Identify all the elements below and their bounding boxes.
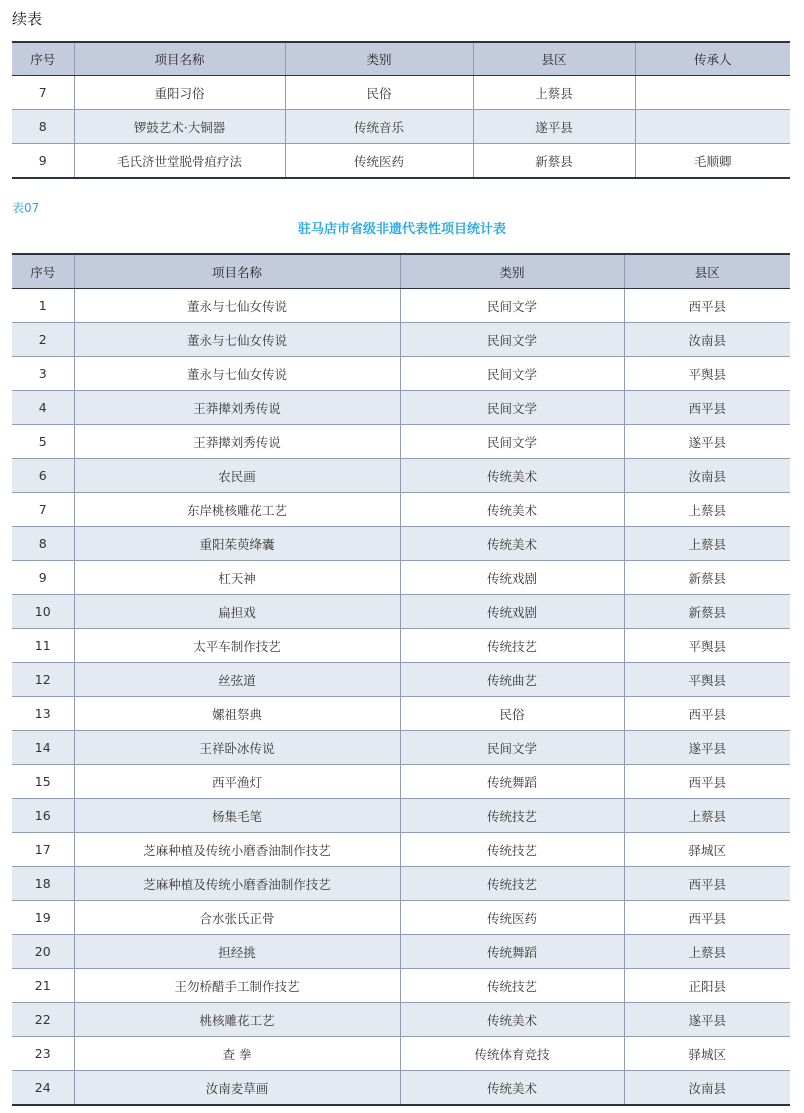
table-row [12,595,790,629]
table-cell: 4 [12,391,74,425]
table-cell: 汝南县 [624,1071,790,1106]
table-cell: 传统医药 [400,901,624,935]
table-cell: 传统技艺 [400,833,624,867]
table-cell: 太平车制作技艺 [74,629,400,663]
table-cell: 西平渔灯 [74,765,400,799]
table-cell: 汝南县 [624,323,790,357]
table-cell: 民俗 [285,76,473,110]
table-cell: 合水张氏正骨 [74,901,400,935]
table-number-label: 表07 [12,201,40,215]
table-cell: 传统舞蹈 [400,765,624,799]
table-row [12,731,790,765]
table-cell: 担经挑 [74,935,400,969]
table-cell: 杨集毛笔 [74,799,400,833]
table-cell: 桃核雕花工艺 [74,1003,400,1037]
header-cell: 序号 [12,42,74,76]
table-cell: 传统技艺 [400,969,624,1003]
table-cell: 董永与七仙女传说 [74,289,400,323]
table-cell: 民间文学 [400,323,624,357]
table-row [12,663,790,697]
table-cell: 扁担戏 [74,595,400,629]
table-row [12,833,790,867]
table-cell: 汝南县 [624,459,790,493]
table-cell: 传统曲艺 [400,663,624,697]
table-cell: 13 [12,697,74,731]
table-cell: 9 [12,561,74,595]
table-cell: 17 [12,833,74,867]
table-row [12,1037,790,1071]
table-header-row [12,42,790,76]
table-cell: 杠天神 [74,561,400,595]
table-cell: 11 [12,629,74,663]
table-cell: 9 [12,144,74,179]
continued-table-label: 续表 [12,10,43,28]
table-cell: 15 [12,765,74,799]
table-cell: 1 [12,289,74,323]
table-row [12,901,790,935]
table-cell: 驿城区 [624,833,790,867]
table-cell: 遂平县 [473,110,635,144]
table-row [12,76,790,110]
table-cell: 西平县 [624,391,790,425]
table-cell: 民间文学 [400,357,624,391]
table-cell: 上蔡县 [624,527,790,561]
table-cell: 丝弦道 [74,663,400,697]
table-cell [635,76,790,110]
table-cell: 12 [12,663,74,697]
table-cell [635,110,790,144]
table-cell: 汝南麦草画 [74,1071,400,1106]
table-row [12,697,790,731]
table-row [12,799,790,833]
table-cell: 5 [12,425,74,459]
table-cell: 王祥卧冰传说 [74,731,400,765]
table-row [12,561,790,595]
table-cell: 传统美术 [400,493,624,527]
header-cell: 县区 [624,254,790,289]
table-cell: 8 [12,527,74,561]
table-cell: 正阳县 [624,969,790,1003]
header-cell: 类别 [285,42,473,76]
table-row [12,969,790,1003]
table-cell: 19 [12,901,74,935]
table-cell: 21 [12,969,74,1003]
heritage-projects-table [12,253,790,1106]
table-cell: 传统戏剧 [400,561,624,595]
table-row [12,493,790,527]
header-cell: 项目名称 [74,254,400,289]
table-cell: 东岸桃核雕花工艺 [74,493,400,527]
table-row [12,144,790,179]
table-cell: 20 [12,935,74,969]
table-cell: 传统音乐 [285,110,473,144]
table-cell: 毛氏济世堂脱骨疽疗法 [74,144,285,179]
table-cell: 新蔡县 [624,561,790,595]
table-cell: 重阳茱萸绛囊 [74,527,400,561]
table-cell: 传统美术 [400,1003,624,1037]
table-row [12,935,790,969]
table-cell: 王莽撵刘秀传说 [74,391,400,425]
table-cell: 西平县 [624,289,790,323]
table-cell: 新蔡县 [473,144,635,179]
header-cell: 项目名称 [74,42,285,76]
header-cell: 类别 [400,254,624,289]
table-cell: 16 [12,799,74,833]
table-cell: 24 [12,1071,74,1106]
table-cell: 董永与七仙女传说 [74,357,400,391]
table-row [12,357,790,391]
table-cell: 上蔡县 [624,935,790,969]
table-cell: 西平县 [624,901,790,935]
table-cell: 23 [12,1037,74,1071]
table-cell: 西平县 [624,867,790,901]
table-cell: 传统美术 [400,459,624,493]
table-cell: 芝麻种植及传统小磨香油制作技艺 [74,833,400,867]
table-cell: 22 [12,1003,74,1037]
table-cell: 农民画 [74,459,400,493]
table-cell: 3 [12,357,74,391]
table-row [12,425,790,459]
table-row [12,289,790,323]
table-cell: 2 [12,323,74,357]
table-cell: 董永与七仙女传说 [74,323,400,357]
table-cell: 毛顺卿 [635,144,790,179]
table-cell: 王莽撵刘秀传说 [74,425,400,459]
table-title: 驻马店市省级非遗代表性项目统计表 [297,222,506,237]
table-row [12,110,790,144]
table-cell: 14 [12,731,74,765]
table-cell: 8 [12,110,74,144]
table-cell: 遂平县 [624,1003,790,1037]
table-cell: 传统美术 [400,1071,624,1106]
table-cell: 6 [12,459,74,493]
table-row [12,459,790,493]
table-cell: 民间文学 [400,731,624,765]
table-cell: 新蔡县 [624,595,790,629]
table-row [12,391,790,425]
table-cell: 锣鼓艺术·大铜器 [74,110,285,144]
header-cell: 序号 [12,254,74,289]
table-cell: 传统舞蹈 [400,935,624,969]
table-cell: 遂平县 [624,731,790,765]
table-cell: 民间文学 [400,289,624,323]
table-cell: 上蔡县 [624,799,790,833]
table-row [12,527,790,561]
table-row [12,323,790,357]
table-cell: 10 [12,595,74,629]
table-cell: 芝麻种植及传统小磨香油制作技艺 [74,867,400,901]
table-cell: 传统美术 [400,527,624,561]
table-cell: 传统技艺 [400,629,624,663]
table-cell: 7 [12,76,74,110]
header-cell: 县区 [473,42,635,76]
table-cell: 18 [12,867,74,901]
table-row [12,765,790,799]
table-cell: 上蔡县 [473,76,635,110]
table-row [12,1071,790,1106]
table-cell: 遂平县 [624,425,790,459]
continued-table [12,41,790,179]
table-cell: 民间文学 [400,391,624,425]
table-cell: 驿城区 [624,1037,790,1071]
table-cell: 民间文学 [400,425,624,459]
table-cell: 传统技艺 [400,799,624,833]
table-cell: 平舆县 [624,663,790,697]
table-cell: 西平县 [624,697,790,731]
table-cell: 西平县 [624,765,790,799]
table-header-row [12,254,790,289]
table-cell: 王勿桥醋手工制作技艺 [74,969,400,1003]
table-cell: 传统体育竞技 [400,1037,624,1071]
table-cell: 嫘祖祭典 [74,697,400,731]
continued-table-body [12,76,790,179]
table-cell: 平舆县 [624,357,790,391]
table-cell: 平舆县 [624,629,790,663]
table-row [12,629,790,663]
heritage-projects-table-body [12,289,790,1106]
table-row [12,1003,790,1037]
table-cell: 上蔡县 [624,493,790,527]
table-cell: 传统戏剧 [400,595,624,629]
table-cell: 重阳习俗 [74,76,285,110]
table-cell: 民俗 [400,697,624,731]
table-row [12,867,790,901]
table-cell: 传统技艺 [400,867,624,901]
header-cell: 传承人 [635,42,790,76]
table-cell: 查 拳 [74,1037,400,1071]
table-cell: 7 [12,493,74,527]
table-cell: 传统医药 [285,144,473,179]
